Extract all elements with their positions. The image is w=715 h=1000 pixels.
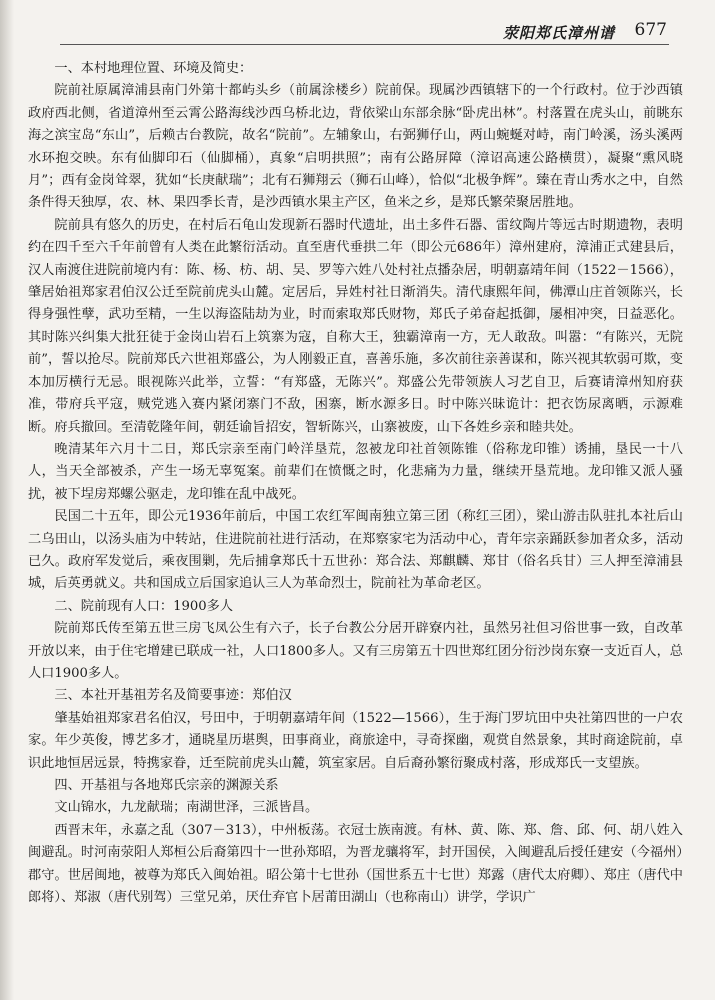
page-number: 677 bbox=[634, 20, 667, 40]
paragraph: 院前郑氏传至第五世三房飞凤公生有六子，长子台教公分居开辟寮内社，虽然另社但习俗世事一致，自改革开放以来，由于住宅增建已联成一社，人口1800多人。又有三房第五十四世郑红团分衍沙岗东寮一支近百人，总人口1900多人。 bbox=[28, 621, 683, 681]
scan-edge-shadow bbox=[0, 0, 14, 1000]
paragraph: 院前具有悠久的历史，在村后石龟山发现新石器时代遗址，出土多件石器、雷纹陶片等远古时期遗物，表明约在四千至六千年前曾有人类在此繁衍活动。直至唐代垂拱二年（即公元686年）漳州建府，漳浦正式建县后，汉人南渡住进院前境内有：陈、杨、枋、胡、吴、罗等六姓八处村社点播杂居，明朝嘉靖年间（1522－1566），肇居始祖郑家君伯汉公迁至院前虎头山麓。定居后，异姓村社日渐消失。清代康熙年间，佛潭山庄首领陈兴，长得身强性孽，武功至精，一生以海盗陆劫为业，时而索取郑氏财物，郑氏子弟奋起抵御，屡相冲突，日益恶化。其时陈兴纠集大批狂徒于金岗山岩石上筑寨为寇，自称大王，独霸漳南一方，无人敢敌。叫嚣：“有陈兴，无院前”，誓以抢尽。院前郑氏六世祖郑盛公，为人刚毅正直，喜善乐施，多次前往亲善谋和，陈兴视其软弱可欺，变本加厉横行无忌。眼视陈兴此举，立誓：“有郑盛，无陈兴”。郑盛公先带领族人习艺自卫，后赛请漳州知府获准，带府兵平寇，贼党逃入赛内紧闭寨门不敌，困寨，断水源多日。时中陈兴昧诡计：把衣饬尿离晒，示源难断。府兵撤回。至清乾隆年间，朝廷谕旨招安，智斩陈兴，山寨被废，山下各姓乡亲和睦共处。 bbox=[28, 217, 683, 435]
section-1 bbox=[28, 58, 683, 596]
paragraph: 晚清某年六月十二日，郑氏宗亲至南门岭洋垦荒，忽被龙印社首领陈锥（俗称龙印锥）诱捕，垦民一十八人，当天全部被杀，产生一场无辜冤案。前辈们在愤慨之时，化悲痛为力量，继续开垦荒地。龙印锥又派人骚扰，被下埕房郑螺公驱走，龙印锥在乱中战死。 bbox=[28, 441, 683, 502]
section-heading: 三、本社开基祖芳名及简要事迹：郑伯汉 bbox=[54, 688, 292, 704]
paragraph: 民国二十五年，即公元1936年前后，中国工农红军闽南独立第三团（称红三团），梁山游击队驻扎本社后山二乌田山，以汤头庙为中转站，住进院前社进行活动，在郑察家宅为活动中心，青年宗亲踊跃参加者众多，活动已久。政府军发觉后，乘夜围剿，先后捕拿郑氏十五世孙：郑合法、郑麒麟、郑甘（俗名兵甘）三人押至漳浦县城，后英勇就义。共和国成立后国家追认三人为革命烈士，院前社为革命老区。 bbox=[28, 509, 683, 592]
running-title: 荥阳郑氏漳州谱 bbox=[502, 24, 615, 42]
header-rule bbox=[60, 44, 669, 45]
document-body bbox=[28, 58, 683, 988]
paragraph: 肇基始祖郑家君名伯汉，号田中，于明朝嘉靖年间（1522—1566），生于海门罗坑田中央社第四世的一户农家。年少英俊，博艺多才，通晓星历堪舆，田事商业，商旅途中，寻奇探幽，观赏自然景象，其时商途院前，卓识此地恒居远景，特携家眷，迁至院前虎头山麓，筑室家居。自后裔孙繁衍聚成村落，形成郑氏一支望族。 bbox=[28, 710, 683, 771]
page-header bbox=[0, 18, 715, 44]
paragraph: 西晋末年，永嘉之乱（307－313），中州板荡。衣冠士族南渡。有林、黄、陈、郑、詹、邱、何、胡八姓入闽避乱。时河南荥阳人郑桓公后裔第四十一世孙郑昭，为晋龙骧将军，封开国侯，入闽避乱后授任建安（今福州）郡守。世居闽地，被尊为郑氏入闽始祖。昭公第十七世孙（国世系五十七世）郑露（唐代太府卿）、郑庄（唐代中郎将）、郑淑（唐代别驾）三堂兄弟，厌仕弃官卜居莆田湖山（也称南山）讲学，学识广 bbox=[28, 822, 683, 906]
paragraph: 文山锦水，九龙献瑞；南湖世泽，三派皆昌。 bbox=[54, 800, 319, 816]
section-heading: 一、本村地理位置、环境及简史： bbox=[54, 61, 253, 76]
section-4 bbox=[28, 775, 683, 909]
section-3 bbox=[28, 685, 683, 775]
paragraph: 院前社原属漳浦县南门外第十都屿头乡（前属涂楼乡）院前保。现属沙西镇辖下的一个行政村。位于沙西镇政府西北侧，省道漳州至云霄公路海线沙西乌桥北边，背依梁山东部余脉“卧虎出林”。村落置在虎头山，前眺东海之滨宝岛“东山”，后赖古台教院，故名“院前”。左辅象山，右弼狮仔山，两山蜿蜒对峙，南门岭溪，汤头溪两水环抱交映。东有仙脚印石（仙脚桶），真象“启明拱照”；南有公路屏障（漳诏高速公路横贯），凝聚“熏风晓月”；西有金岗耸翠，犹如“长庚献瑞”；北有石狮翔云（狮石山峰），恰似“北极争辉”。臻在青山秀水之中，自然条件得天独厚，农、林、果四季长青，是沙西镇水果主产区，鱼米之乡，是郑氏繁荣聚居胜地。 bbox=[28, 83, 683, 211]
section-2 bbox=[28, 596, 683, 686]
section-heading: 四、开基祖与各地郑氏宗亲的渊源关系 bbox=[54, 778, 279, 793]
section-heading: 二、院前现有人口：1900多人 bbox=[54, 598, 234, 614]
